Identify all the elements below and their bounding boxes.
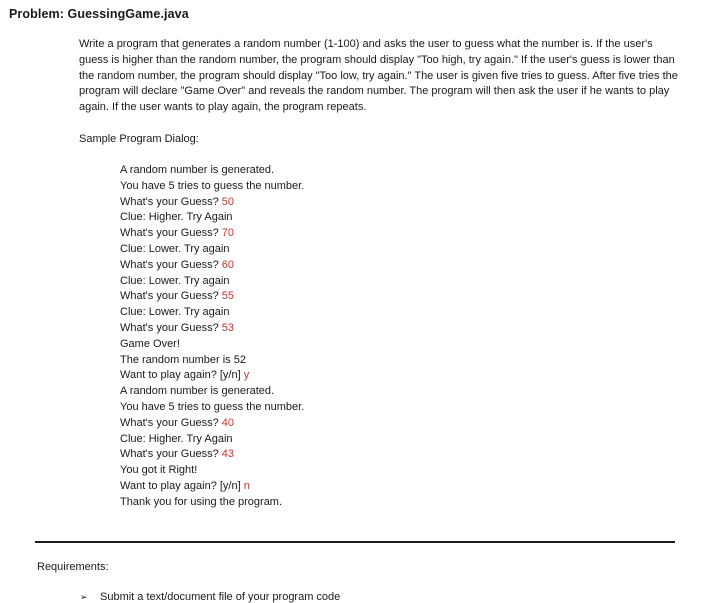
dialog-line [120,384,304,400]
dialog-line [120,337,304,353]
dialog-text: What's your Guess? [120,321,222,334]
dialog-line [120,179,304,195]
dialog-text: What's your Guess? [120,290,222,303]
dialog-user-input: 50 [221,195,234,208]
dialog-line [120,353,304,369]
dialog-text: Game Over! [120,337,180,350]
dialog-text: Thank you for using the program. [120,495,283,508]
dialog-text: You have 5 tries to guess the number. [120,400,305,413]
dialog-text: What's your Guess? [120,258,222,271]
dialog-line [120,305,304,321]
dialog-user-input: 53 [221,321,234,334]
requirement-text: Submit a text/document file of your program code [100,591,341,603]
sample-dialog [120,163,304,511]
dialog-line [120,163,304,179]
arrow-bullet-icon: ➢ [80,592,88,602]
dialog-text: What's your Guess? [120,448,222,461]
problem-title: Problem: GuessingGame.java [9,7,189,21]
dialog-line [120,242,304,258]
dialog-line [120,495,304,511]
dialog-line [120,447,304,463]
dialog-line [120,368,304,384]
dialog-text: A random number is generated. [120,164,275,176]
dialog-user-input: 60 [221,258,234,271]
dialog-text: You have 5 tries to guess the number. [120,179,305,192]
dialog-text: Clue: Lower. Try again [120,274,230,287]
dialog-text: A random number is generated. [120,385,275,398]
requirements-label: Requirements: [37,561,109,573]
dialog-text: Clue: Lower. Try again [120,242,230,255]
dialog-line [120,289,304,305]
sample-dialog-label: Sample Program Dialog: [79,133,199,145]
dialog-user-input: 43 [221,448,234,461]
dialog-line [120,258,304,274]
dialog-text: Clue: Higher. Try Again [120,211,233,224]
dialog-line [120,479,304,495]
dialog-text: What's your Guess? [120,195,222,208]
dialog-text: Clue: Lower. Try again [120,306,230,319]
dialog-user-input: 55 [221,290,234,303]
dialog-text: Want to play again? [y/n] [120,479,244,492]
dialog-user-input: 70 [221,227,234,240]
dialog-line [120,321,304,337]
dialog-user-input: 40 [221,416,234,429]
dialog-text: Clue: Higher. Try Again [120,432,233,445]
dialog-text: What's your Guess? [120,227,222,240]
dialog-user-input: y [243,369,250,382]
dialog-text: You got it Right! [120,464,198,477]
dialog-text: What's your Guess? [120,416,222,429]
problem-description: Write a program that generates a random number (1-100) and asks the user to guess what the number is. If the user's guess is higher than the random number, the program should display "Too high, try again." If the user's guess is lower than the random number, the program should display "Too low, try again." The user is given five tries to guess. After five tries the program will declare "Game Over" and reveals the random number. The program will then ask the user if he wants to play again. If the user wants to play again, the program repeats. [79,38,678,114]
dialog-line [120,463,304,479]
dialog-line [120,210,304,226]
dialog-line [120,432,304,448]
dialog-line [120,274,304,290]
dialog-line [120,195,304,211]
dialog-line [120,416,304,432]
requirement-item [80,591,340,603]
dialog-user-input: n [243,479,250,492]
dialog-line [120,400,304,416]
dialog-text: The random number is 52 [120,353,246,366]
section-divider [35,541,675,543]
dialog-text: Want to play again? [y/n] [120,369,244,382]
dialog-line [120,226,304,242]
